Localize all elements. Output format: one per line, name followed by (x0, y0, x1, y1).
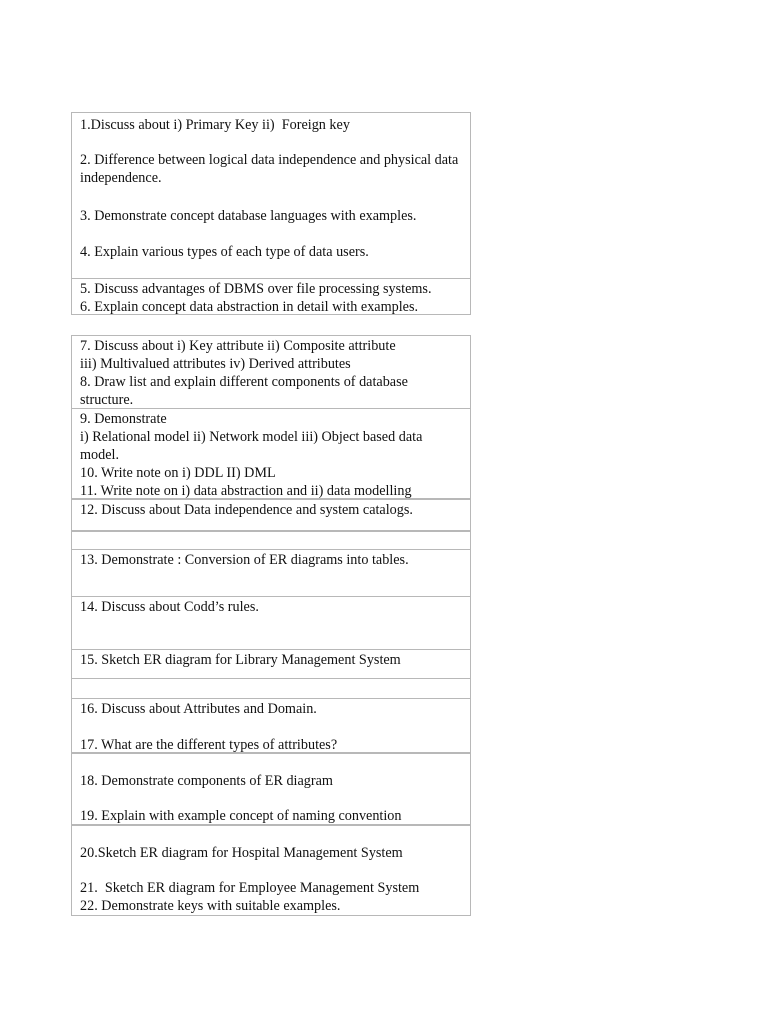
question-2: 2. Difference between logical data independence and physical data independence. (80, 152, 462, 186)
table-row (72, 752, 470, 824)
question-4: 4. Explain various types of each type of data users. (80, 244, 369, 260)
question-20: 20.Sketch ER diagram for Hospital Management System (80, 845, 403, 861)
question-1: 1.Discuss about i) Primary Key ii) Foreign key (80, 117, 350, 133)
question-10: 10. Write note on i) DDL II) DML (80, 465, 276, 481)
table-row (72, 408, 470, 498)
table-row (72, 530, 470, 549)
question-table-2 (71, 335, 471, 916)
question-21: 21. Sketch ER diagram for Employee Management System (80, 880, 420, 896)
table-row (72, 278, 470, 316)
table-row (72, 113, 470, 278)
question-11: 11. Write note on i) data abstraction and ii) data modelling (80, 483, 412, 499)
question-17: 17. What are the different types of attributes? (80, 737, 338, 753)
question-18: 18. Demonstrate components of ER diagram (80, 773, 333, 789)
table-row (72, 698, 470, 752)
question-3: 3. Demonstrate concept database languages with examples. (80, 208, 417, 224)
question-16: 16. Discuss about Attributes and Domain. (80, 701, 317, 717)
question-15: 15. Sketch ER diagram for Library Management System (80, 652, 401, 668)
table-row (72, 678, 470, 698)
question-8: 8. Draw list and explain different components of database structure. (80, 374, 412, 408)
question-7: 7. Discuss about i) Key attribute ii) Composite attribute iii) Multivalued attributes iv) Derived attributes (80, 338, 396, 372)
table-row (72, 596, 470, 649)
question-22: 22. Demonstrate keys with suitable examples. (80, 898, 341, 914)
table-row (72, 824, 470, 916)
question-12: 12. Discuss about Data independence and system catalogs. (80, 502, 413, 518)
table-row (72, 336, 470, 408)
question-6: 6. Explain concept data abstraction in detail with examples. (80, 299, 419, 315)
question-table-1 (71, 112, 471, 315)
table-row (72, 549, 470, 596)
table-row (72, 498, 470, 530)
question-19: 19. Explain with example concept of naming convention (80, 808, 402, 824)
table-row (72, 649, 470, 678)
question-14: 14. Discuss about Codd’s rules. (80, 599, 259, 615)
question-13: 13. Demonstrate : Conversion of ER diagrams into tables. (80, 552, 409, 568)
question-5: 5. Discuss advantages of DBMS over file processing systems. (80, 281, 432, 297)
question-9: 9. Demonstrate i) Relational model ii) Network model iii) Object based data model. (80, 411, 423, 463)
